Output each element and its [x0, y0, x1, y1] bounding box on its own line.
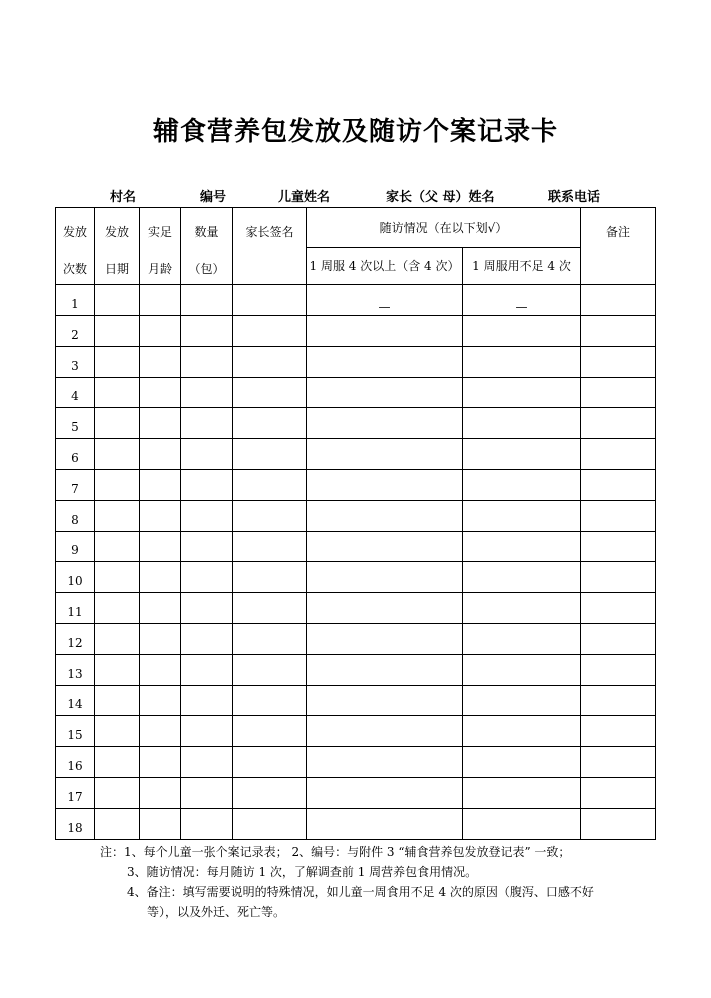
table-cell[interactable]	[581, 316, 656, 347]
table-cell[interactable]	[463, 285, 581, 316]
notes	[100, 842, 640, 922]
table-cell[interactable]	[181, 469, 233, 500]
row-number: 16	[67, 759, 83, 774]
table-cell[interactable]	[95, 593, 140, 624]
table-row	[56, 346, 656, 377]
table-cell[interactable]	[233, 685, 307, 716]
row-number: 15	[67, 728, 83, 743]
header-quantity	[181, 208, 233, 285]
row-number-cell	[56, 285, 95, 316]
table-cell[interactable]	[140, 439, 181, 470]
header-issue-count-line2: 次数	[62, 262, 87, 276]
table-cell[interactable]	[95, 316, 140, 347]
row-number: 11	[67, 605, 83, 620]
table-cell[interactable]	[307, 777, 463, 808]
header-parent-sign	[233, 208, 307, 285]
row-number-cell	[56, 377, 95, 408]
table-cell[interactable]	[307, 562, 463, 593]
table-cell[interactable]	[95, 439, 140, 470]
table-cell[interactable]	[463, 716, 581, 747]
table-cell[interactable]	[140, 500, 181, 531]
table-cell[interactable]	[463, 316, 581, 347]
table-cell[interactable]	[95, 747, 140, 778]
table-cell[interactable]	[581, 654, 656, 685]
table-cell[interactable]	[233, 716, 307, 747]
note-line-4: 等），以及外迁、死亡等。	[147, 905, 286, 919]
table-cell[interactable]	[463, 531, 581, 562]
row-number: 8	[71, 512, 79, 527]
table-row	[56, 316, 656, 347]
row-number: 2	[71, 327, 79, 342]
table-cell[interactable]	[95, 377, 140, 408]
table-cell[interactable]	[233, 623, 307, 654]
table-cell[interactable]	[307, 808, 463, 839]
table-cell[interactable]	[233, 777, 307, 808]
table-cell[interactable]	[307, 316, 463, 347]
table-cell[interactable]	[581, 285, 656, 316]
table-row	[56, 808, 656, 839]
table-cell[interactable]	[307, 439, 463, 470]
table-cell[interactable]	[181, 716, 233, 747]
table-cell[interactable]	[581, 562, 656, 593]
row-number-cell	[56, 346, 95, 377]
row-number-cell	[56, 623, 95, 654]
row-number: 10	[67, 574, 83, 589]
table-cell[interactable]	[140, 654, 181, 685]
table-cell[interactable]	[95, 531, 140, 562]
table-cell[interactable]	[463, 623, 581, 654]
table-cell[interactable]	[307, 716, 463, 747]
table-cell[interactable]	[463, 469, 581, 500]
note-line-2: 3、随访情况：每月随访 1 次，了解调查前 1 周营养包食用情况。	[127, 865, 478, 879]
header-issue-date-line2: 日期	[104, 262, 129, 276]
table-cell[interactable]	[95, 562, 140, 593]
table-cell[interactable]	[140, 777, 181, 808]
header-age-line2: 月龄	[147, 262, 172, 276]
row-number: 1	[71, 297, 79, 311]
code-label: 编号	[200, 190, 227, 205]
table-cell[interactable]	[95, 777, 140, 808]
table-cell[interactable]	[307, 685, 463, 716]
table-row	[56, 531, 656, 562]
table-cell[interactable]	[95, 408, 140, 439]
row-number: 12	[67, 635, 83, 650]
table-row	[56, 593, 656, 624]
table-cell[interactable]	[233, 747, 307, 778]
row-number: 3	[71, 358, 79, 373]
table-row	[56, 285, 656, 316]
table-cell[interactable]	[95, 808, 140, 839]
child-name-label: 儿童姓名	[278, 190, 331, 205]
table-cell[interactable]	[140, 408, 181, 439]
table-cell[interactable]	[581, 377, 656, 408]
table-cell[interactable]	[307, 346, 463, 377]
header-quantity-line1: 数量	[194, 225, 219, 239]
table-cell[interactable]	[181, 439, 233, 470]
table-cell[interactable]	[140, 716, 181, 747]
table-row	[56, 439, 656, 470]
table-cell[interactable]	[463, 408, 581, 439]
header-followup-a: 1 周服 4 次以上（含 4 次）	[307, 248, 463, 285]
row-number-cell	[56, 777, 95, 808]
table-row	[56, 377, 656, 408]
table-cell[interactable]	[181, 593, 233, 624]
table-cell[interactable]	[463, 593, 581, 624]
table-cell[interactable]	[581, 439, 656, 470]
table-row	[56, 562, 656, 593]
table-cell[interactable]	[581, 593, 656, 624]
table-cell[interactable]	[233, 500, 307, 531]
table-cell[interactable]	[140, 747, 181, 778]
table-cell[interactable]	[581, 469, 656, 500]
phone-label: 联系电话	[548, 190, 601, 205]
row-number-cell	[56, 469, 95, 500]
table-cell[interactable]	[181, 685, 233, 716]
header-quantity-line2: （包）	[188, 262, 225, 276]
table-cell[interactable]	[463, 685, 581, 716]
table-cell[interactable]	[581, 716, 656, 747]
row-number: 13	[67, 666, 83, 681]
table-cell[interactable]	[181, 777, 233, 808]
header-remarks-text: 备注	[605, 225, 630, 239]
table-cell[interactable]	[307, 377, 463, 408]
row-number-cell	[56, 654, 95, 685]
table-cell[interactable]	[181, 346, 233, 377]
table-cell[interactable]	[463, 808, 581, 839]
table-cell[interactable]	[233, 469, 307, 500]
row-number-cell	[56, 685, 95, 716]
row-number: 14	[67, 697, 83, 712]
table-cell[interactable]	[181, 808, 233, 839]
table-cell[interactable]	[233, 346, 307, 377]
table-cell[interactable]	[95, 285, 140, 316]
placeholder-dash: —	[515, 300, 528, 314]
table-cell[interactable]	[233, 654, 307, 685]
table-cell[interactable]	[233, 377, 307, 408]
row-number: 9	[71, 543, 79, 558]
table-cell[interactable]	[181, 377, 233, 408]
row-number-cell	[56, 408, 95, 439]
row-number: 18	[67, 820, 83, 835]
table-cell[interactable]	[307, 469, 463, 500]
table-cell[interactable]	[140, 562, 181, 593]
table-cell[interactable]	[95, 654, 140, 685]
row-number: 6	[71, 451, 79, 466]
table-cell[interactable]	[307, 654, 463, 685]
record-table	[55, 207, 656, 840]
table-row	[56, 408, 656, 439]
row-number-cell	[56, 439, 95, 470]
note-line-1: 注：1、每个儿童一张个案记录表； 2、编号：与附件 3 “辅食营养包发放登记表” 一致；	[100, 845, 571, 859]
parent-name-label: 家长（父 母）姓名	[386, 190, 495, 205]
row-number-cell	[56, 593, 95, 624]
row-number-cell	[56, 716, 95, 747]
header-parent-sign-text: 家长签名	[245, 225, 294, 239]
table-cell[interactable]	[233, 408, 307, 439]
table-cell[interactable]	[233, 285, 307, 316]
row-number: 17	[67, 789, 83, 804]
table-cell[interactable]	[95, 685, 140, 716]
table-cell[interactable]	[463, 562, 581, 593]
table-cell[interactable]	[233, 439, 307, 470]
header-age-line1: 实足	[147, 225, 172, 239]
table-row	[56, 716, 656, 747]
page-title: 辅食营养包发放及随访个案记录卡	[152, 117, 558, 147]
table-cell[interactable]	[140, 593, 181, 624]
table-cell[interactable]	[233, 808, 307, 839]
row-number-cell	[56, 562, 95, 593]
table-cell[interactable]	[140, 685, 181, 716]
table-cell[interactable]	[140, 346, 181, 377]
table-cell[interactable]	[95, 500, 140, 531]
table-cell[interactable]	[581, 623, 656, 654]
table-cell[interactable]	[581, 500, 656, 531]
table-cell[interactable]	[181, 654, 233, 685]
table-cell[interactable]	[463, 500, 581, 531]
table-cell[interactable]	[233, 316, 307, 347]
row-number-cell	[56, 747, 95, 778]
table-row	[56, 654, 656, 685]
table-cell[interactable]	[307, 408, 463, 439]
table-cell[interactable]	[181, 408, 233, 439]
table-cell[interactable]	[140, 623, 181, 654]
table-cell[interactable]	[307, 285, 463, 316]
header-followup	[307, 208, 581, 248]
table-cell[interactable]	[463, 777, 581, 808]
row-number: 5	[71, 420, 79, 435]
header-issue-count	[56, 208, 95, 285]
table-cell[interactable]	[581, 408, 656, 439]
table-cell[interactable]	[95, 716, 140, 747]
row-number: 4	[71, 389, 79, 404]
table-row	[56, 500, 656, 531]
header-issue-count-line1: 发放	[62, 225, 87, 239]
table-cell[interactable]	[233, 593, 307, 624]
table-cell[interactable]	[307, 623, 463, 654]
note-line-3: 4、备注：填写需要说明的特殊情况，如儿童一周食用不足 4 次的原因（腹泻、口感不好	[127, 885, 594, 899]
table-cell[interactable]	[140, 316, 181, 347]
table-cell[interactable]	[140, 808, 181, 839]
table-cell[interactable]	[581, 531, 656, 562]
table-cell[interactable]	[581, 777, 656, 808]
table-cell[interactable]	[463, 747, 581, 778]
table-cell[interactable]	[463, 346, 581, 377]
table-cell[interactable]	[95, 346, 140, 377]
header-issue-date-line1: 发放	[104, 225, 129, 239]
table-cell[interactable]	[140, 285, 181, 316]
table-cell[interactable]	[233, 531, 307, 562]
table-row	[56, 777, 656, 808]
table-cell[interactable]	[581, 808, 656, 839]
table-cell[interactable]	[181, 531, 233, 562]
table-cell[interactable]	[581, 747, 656, 778]
table-cell[interactable]	[181, 747, 233, 778]
table-cell[interactable]	[181, 623, 233, 654]
header-age	[140, 208, 181, 285]
header-followup-b: 1 周服用不足 4 次	[463, 248, 581, 285]
table-row	[56, 747, 656, 778]
table-cell[interactable]	[181, 285, 233, 316]
placeholder-dash: —	[378, 300, 391, 314]
header-issue-date	[95, 208, 140, 285]
row-number-cell	[56, 316, 95, 347]
table-cell[interactable]	[181, 500, 233, 531]
header-remarks	[581, 208, 656, 285]
table-cell[interactable]	[140, 377, 181, 408]
table-cell[interactable]	[181, 562, 233, 593]
table-cell[interactable]	[307, 593, 463, 624]
table-cell[interactable]	[95, 469, 140, 500]
table-row	[56, 623, 656, 654]
table-cell[interactable]	[140, 469, 181, 500]
table-cell[interactable]	[181, 316, 233, 347]
header-followup-text: 随访情况（在以下划√）	[379, 220, 508, 235]
row-number-cell	[56, 500, 95, 531]
table-cell[interactable]	[581, 346, 656, 377]
table-row	[56, 685, 656, 716]
table-cell[interactable]	[581, 685, 656, 716]
village-label: 村名	[110, 190, 137, 205]
table-cell[interactable]	[307, 500, 463, 531]
table-cell[interactable]	[463, 377, 581, 408]
table-cell[interactable]	[95, 623, 140, 654]
row-number: 7	[71, 481, 79, 496]
table-cell[interactable]	[463, 439, 581, 470]
row-number-cell	[56, 808, 95, 839]
table-row	[56, 469, 656, 500]
table-cell[interactable]	[307, 747, 463, 778]
table-cell[interactable]	[233, 562, 307, 593]
table-cell[interactable]	[140, 531, 181, 562]
row-number-cell	[56, 531, 95, 562]
table-cell[interactable]	[307, 531, 463, 562]
table-cell[interactable]	[463, 654, 581, 685]
